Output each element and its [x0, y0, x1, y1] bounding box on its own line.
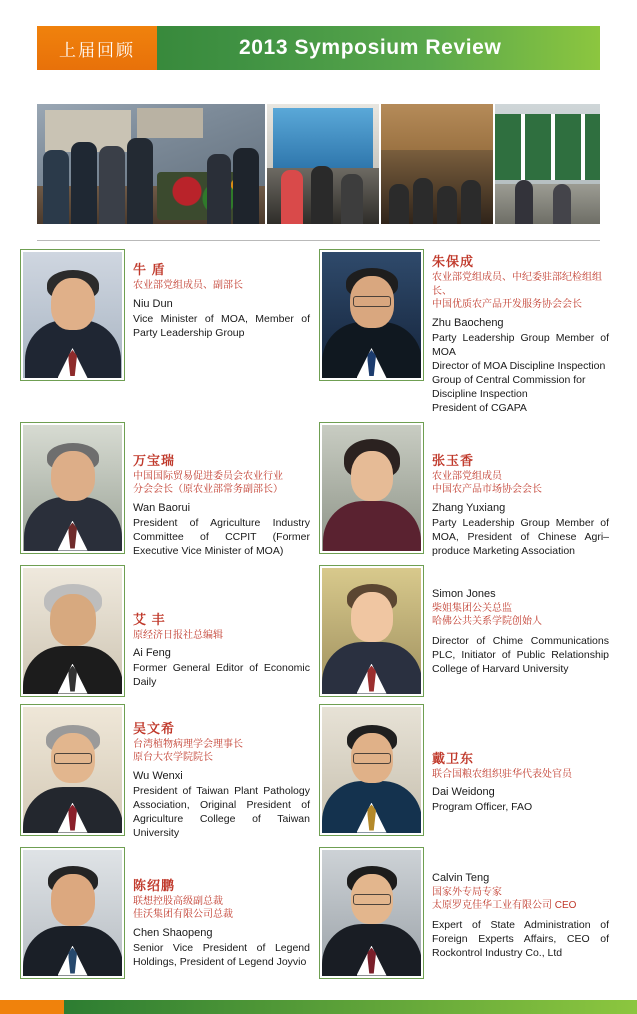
photo-person [437, 186, 457, 224]
speaker-name-en: Chen Shaopeng [133, 926, 213, 939]
speaker-card-calvin-teng [319, 847, 609, 979]
speaker-title-cn: 柴姐集团公关总监 哈佛公共关系学院创始人 [432, 602, 542, 627]
speaker-title-en: Vice Minister of MOA, Member of Party Leadership Group [133, 312, 310, 339]
speaker-name-cn: 陈绍鹏 [133, 877, 176, 893]
portrait-frame [20, 704, 125, 836]
speaker-title-en: Program Officer, FAO [432, 801, 533, 813]
speaker-title-en: Party Leadership Group Member of MOA, President of Chinese Agri–produce Marketing Association [432, 516, 609, 557]
speaker-title-en: Former General Editor of Economic Daily [133, 662, 310, 688]
portrait-photo [322, 568, 421, 694]
photo-leaders-tour [37, 104, 265, 224]
speaker-name-en: Niu Dun [133, 297, 173, 310]
photo-person [413, 178, 433, 224]
portrait-photo [23, 568, 122, 694]
speaker-card-simon-jones [319, 565, 609, 697]
speaker-title-cn: 台湾植物病理学会理事长 原台大农学院院长 [133, 738, 243, 763]
speaker-title-en: President of Agriculture Industry Committee of CCPIT (Former Executive Vice Minister of MOA) [133, 516, 310, 557]
speaker-name-en: Wan Baorui [133, 501, 191, 514]
speaker-card-chen-shaopeng [20, 847, 310, 979]
photo-floor [495, 184, 600, 224]
speaker-info [125, 704, 310, 840]
speaker-name-cn: 牛 盾 [133, 262, 166, 277]
speaker-name-en: Calvin Teng [432, 871, 490, 884]
speaker-title-en: Senior Vice President of Legend Holdings, President of Legend Joyvio [133, 941, 310, 968]
speaker-info [125, 565, 310, 690]
photo-conference-hall [381, 104, 493, 224]
page-title: 2013 Symposium Review [239, 36, 502, 59]
portrait-frame [319, 249, 424, 381]
speaker-card-niu-dun [20, 249, 310, 415]
portrait-frame [20, 422, 125, 554]
speaker-name-cn: 朱保成 [432, 254, 475, 269]
speaker-card-wan-baorui [20, 422, 310, 558]
section-divider [37, 240, 600, 241]
portrait-photo [322, 707, 421, 833]
photo-exhibition-booth [267, 104, 379, 224]
portrait-photo [23, 707, 122, 833]
page-footer-bar [0, 1000, 637, 1014]
photo-person [71, 142, 97, 224]
speaker-name-en: Ai Feng [133, 647, 171, 659]
photo-person [341, 174, 363, 224]
speaker-title-en: Party Leadership Group Member of MOA Director of MOA Discipline Inspection Group of Central Commission for Discipline Inspection President of CGAPA [432, 331, 609, 414]
photo-booth-backdrop [273, 108, 373, 168]
speaker-name-en: Simon Jones [432, 587, 496, 600]
speaker-card-zhu-baocheng [319, 249, 609, 415]
speaker-title-cn: 联合国粮农组织驻华代表处官员 [432, 768, 572, 780]
portrait-photo [23, 425, 122, 551]
speaker-name-en: Zhu Baocheng [432, 316, 504, 329]
portrait-frame [319, 422, 424, 554]
speaker-name-cn: 艾 丰 [133, 611, 166, 627]
photo-banner-right [137, 108, 203, 138]
speaker-info [424, 704, 609, 815]
speaker-title-cn: 国家外专局专家 太原罗克佳华工业有限公司 CEO [432, 886, 577, 911]
speaker-name-cn: 张玉香 [432, 452, 475, 468]
portrait-photo [23, 252, 122, 378]
speaker-card-dai-weidong [319, 704, 609, 840]
portrait-frame [319, 704, 424, 836]
photo-poster-boards [495, 104, 600, 224]
speaker-name-en: Wu Wenxi [133, 769, 183, 782]
speaker-title-cn: 农业部党组成员、副部长 [133, 280, 243, 291]
speaker-title-cn: 原经济日报社总编辑 [133, 629, 223, 641]
speakers-grid [20, 249, 620, 986]
photo-display-boards [495, 114, 600, 180]
portrait-photo [23, 850, 122, 976]
photo-person [99, 146, 125, 224]
speaker-name-en: Dai Weidong [432, 786, 495, 798]
photo-strip [37, 104, 600, 224]
header-tag-chinese: 上届回顾 [37, 26, 157, 70]
photo-person [127, 138, 153, 224]
portrait-frame [319, 565, 424, 697]
speaker-info [424, 847, 609, 960]
photo-person [515, 180, 533, 224]
portrait-photo [322, 252, 421, 378]
portrait-frame [319, 847, 424, 979]
photo-person [281, 170, 303, 224]
speaker-info [125, 249, 310, 340]
speaker-title-cn: 农业部党组成员 中国农产品市场协会会长 [432, 470, 542, 495]
photo-person [461, 180, 481, 224]
speaker-title-en: President of Taiwan Plant Pathology Association, Original President of Agriculture College of Taiwan University [133, 784, 310, 839]
portrait-frame [20, 565, 125, 697]
speaker-card-wu-wenxi [20, 704, 310, 840]
speaker-info [125, 422, 310, 558]
speaker-info [424, 249, 609, 415]
photo-person [207, 154, 231, 224]
speaker-title-cn: 农业部党组成员、中纪委驻部纪检组组长、 中国优质农产品开发服务协会会长 [432, 272, 602, 310]
speaker-card-zhang-yuxiang [319, 422, 609, 558]
speaker-title-cn: 中国国际贸易促进委员会农业行业 分会会长（原农业部常务副部长） [133, 470, 283, 495]
portrait-frame [20, 249, 125, 381]
speaker-info [424, 422, 609, 558]
portrait-frame [20, 847, 125, 979]
speaker-name-en: Zhang Yuxiang [432, 501, 506, 514]
footer-accent-green [64, 1000, 637, 1014]
portrait-photo [322, 850, 421, 976]
speaker-info [424, 565, 609, 676]
speaker-row [20, 422, 620, 558]
photo-person [389, 184, 409, 224]
speaker-name-cn: 万宝瑞 [133, 452, 176, 468]
photo-person [43, 150, 69, 224]
speaker-row [20, 249, 620, 415]
page-header [37, 26, 600, 70]
photo-person [311, 166, 333, 224]
photo-person [233, 148, 259, 224]
footer-accent-orange [0, 1000, 64, 1014]
speaker-row [20, 847, 620, 979]
speaker-row [20, 704, 620, 840]
portrait-photo [322, 425, 421, 551]
speaker-name-cn: 吴文希 [133, 720, 176, 736]
speaker-row [20, 565, 620, 697]
speaker-title-cn: 联想控股高级副总裁 佳沃集团有限公司总裁 [133, 895, 233, 920]
speaker-name-cn: 戴卫东 [432, 750, 475, 766]
photo-person [553, 184, 571, 224]
speaker-info [125, 847, 310, 969]
speaker-title-en: Expert of State Administration of Foreign Experts Affairs, CEO of Rockontrol Industry Co., Ltd [432, 918, 609, 959]
speaker-card-ai-feng [20, 565, 310, 697]
speaker-title-en: Director of Chime Communications PLC, Initiator of Public Relationship College of Harvard University [432, 634, 609, 675]
